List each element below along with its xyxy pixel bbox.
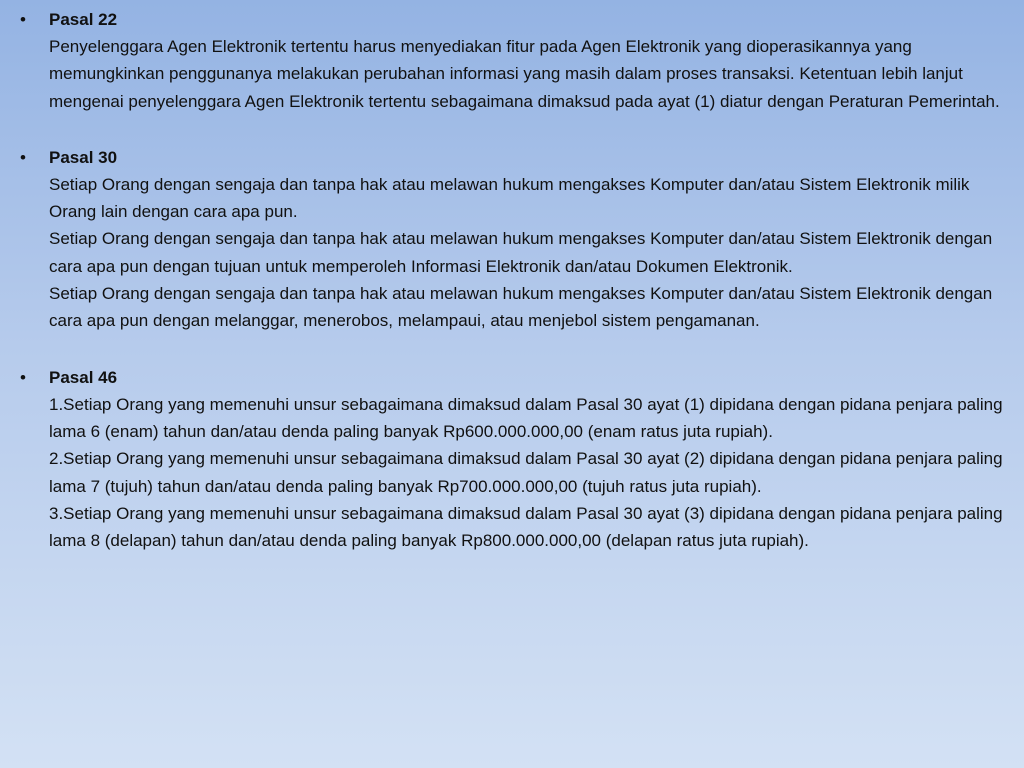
section-paragraph: Setiap Orang dengan sengaja dan tanpa hak atau melawan hukum mengakses Komputer dan/atau Sistem Elektronik milik Orang lain dengan cara apa pun.: [49, 174, 970, 222]
section-paragraph: 3.Setiap Orang yang memenuhi unsur sebagaimana dimaksud dalam Pasal 30 ayat (3) dipidana dengan pidana penjara paling lama 8 (delapan) tahun dan/atau denda paling banyak Rp800.000.000,00 (delapan ratus juta rupiah).: [49, 503, 1003, 551]
section-paragraph: Setiap Orang dengan sengaja dan tanpa hak atau melawan hukum mengakses Komputer dan/atau Sistem Elektronik dengan cara apa pun dengan tujuan untuk memperoleh Informasi Elektronik dan/atau Dokumen Elektronik.: [49, 229, 993, 276]
list-item-pasal-30: [0, 144, 1020, 335]
list-item-pasal-46: [0, 364, 1020, 555]
bullet-icon: •: [20, 10, 26, 29]
section-paragraph: 1.Setiap Orang yang memenuhi unsur sebagaimana dimaksud dalam Pasal 30 ayat (1) dipidana dengan pidana penjara paling lama 6 (enam) tahun dan/atau denda paling banyak Rp600.000.000,00 (enam ratus juta rupiah).: [49, 394, 1003, 441]
section-title: Pasal 22: [49, 10, 118, 29]
bullet-icon: •: [20, 147, 26, 167]
section-title: Pasal 30: [49, 147, 118, 167]
section-paragraph: Penyelenggara Agen Elektronik tertentu harus menyediakan fitur pada Agen Elektronik yang dioperasikannya yang memungkinkan penggunanya melakukan perubahan informasi yang masih dalam proses transaksi. Ketentuan lebih lanjut mengenai penyelenggara Agen Elektronik tertentu sebagaimana dimaksud pada ayat (1) diatur dengan Peraturan Pemerintah.: [49, 37, 1000, 111]
section-paragraph: 2.Setiap Orang yang memenuhi unsur sebagaimana dimaksud dalam Pasal 30 ayat (2) dipidana dengan pidana penjara paling lama 7 (tujuh) tahun dan/atau denda paling banyak Rp700.000.000,00 (tujuh ratus juta rupiah).: [49, 449, 1003, 496]
bullet-icon: •: [20, 367, 26, 387]
section-paragraph: Setiap Orang dengan sengaja dan tanpa hak atau melawan hukum mengakses Komputer dan/atau Sistem Elektronik dengan cara apa pun dengan melanggar, menerobos, melampaui, atau menjebol sistem pengamanan.: [49, 284, 993, 331]
bullet-list: [0, 6, 1020, 583]
list-item-pasal-22: [0, 6, 1020, 115]
section-title: Pasal 46: [49, 367, 118, 387]
